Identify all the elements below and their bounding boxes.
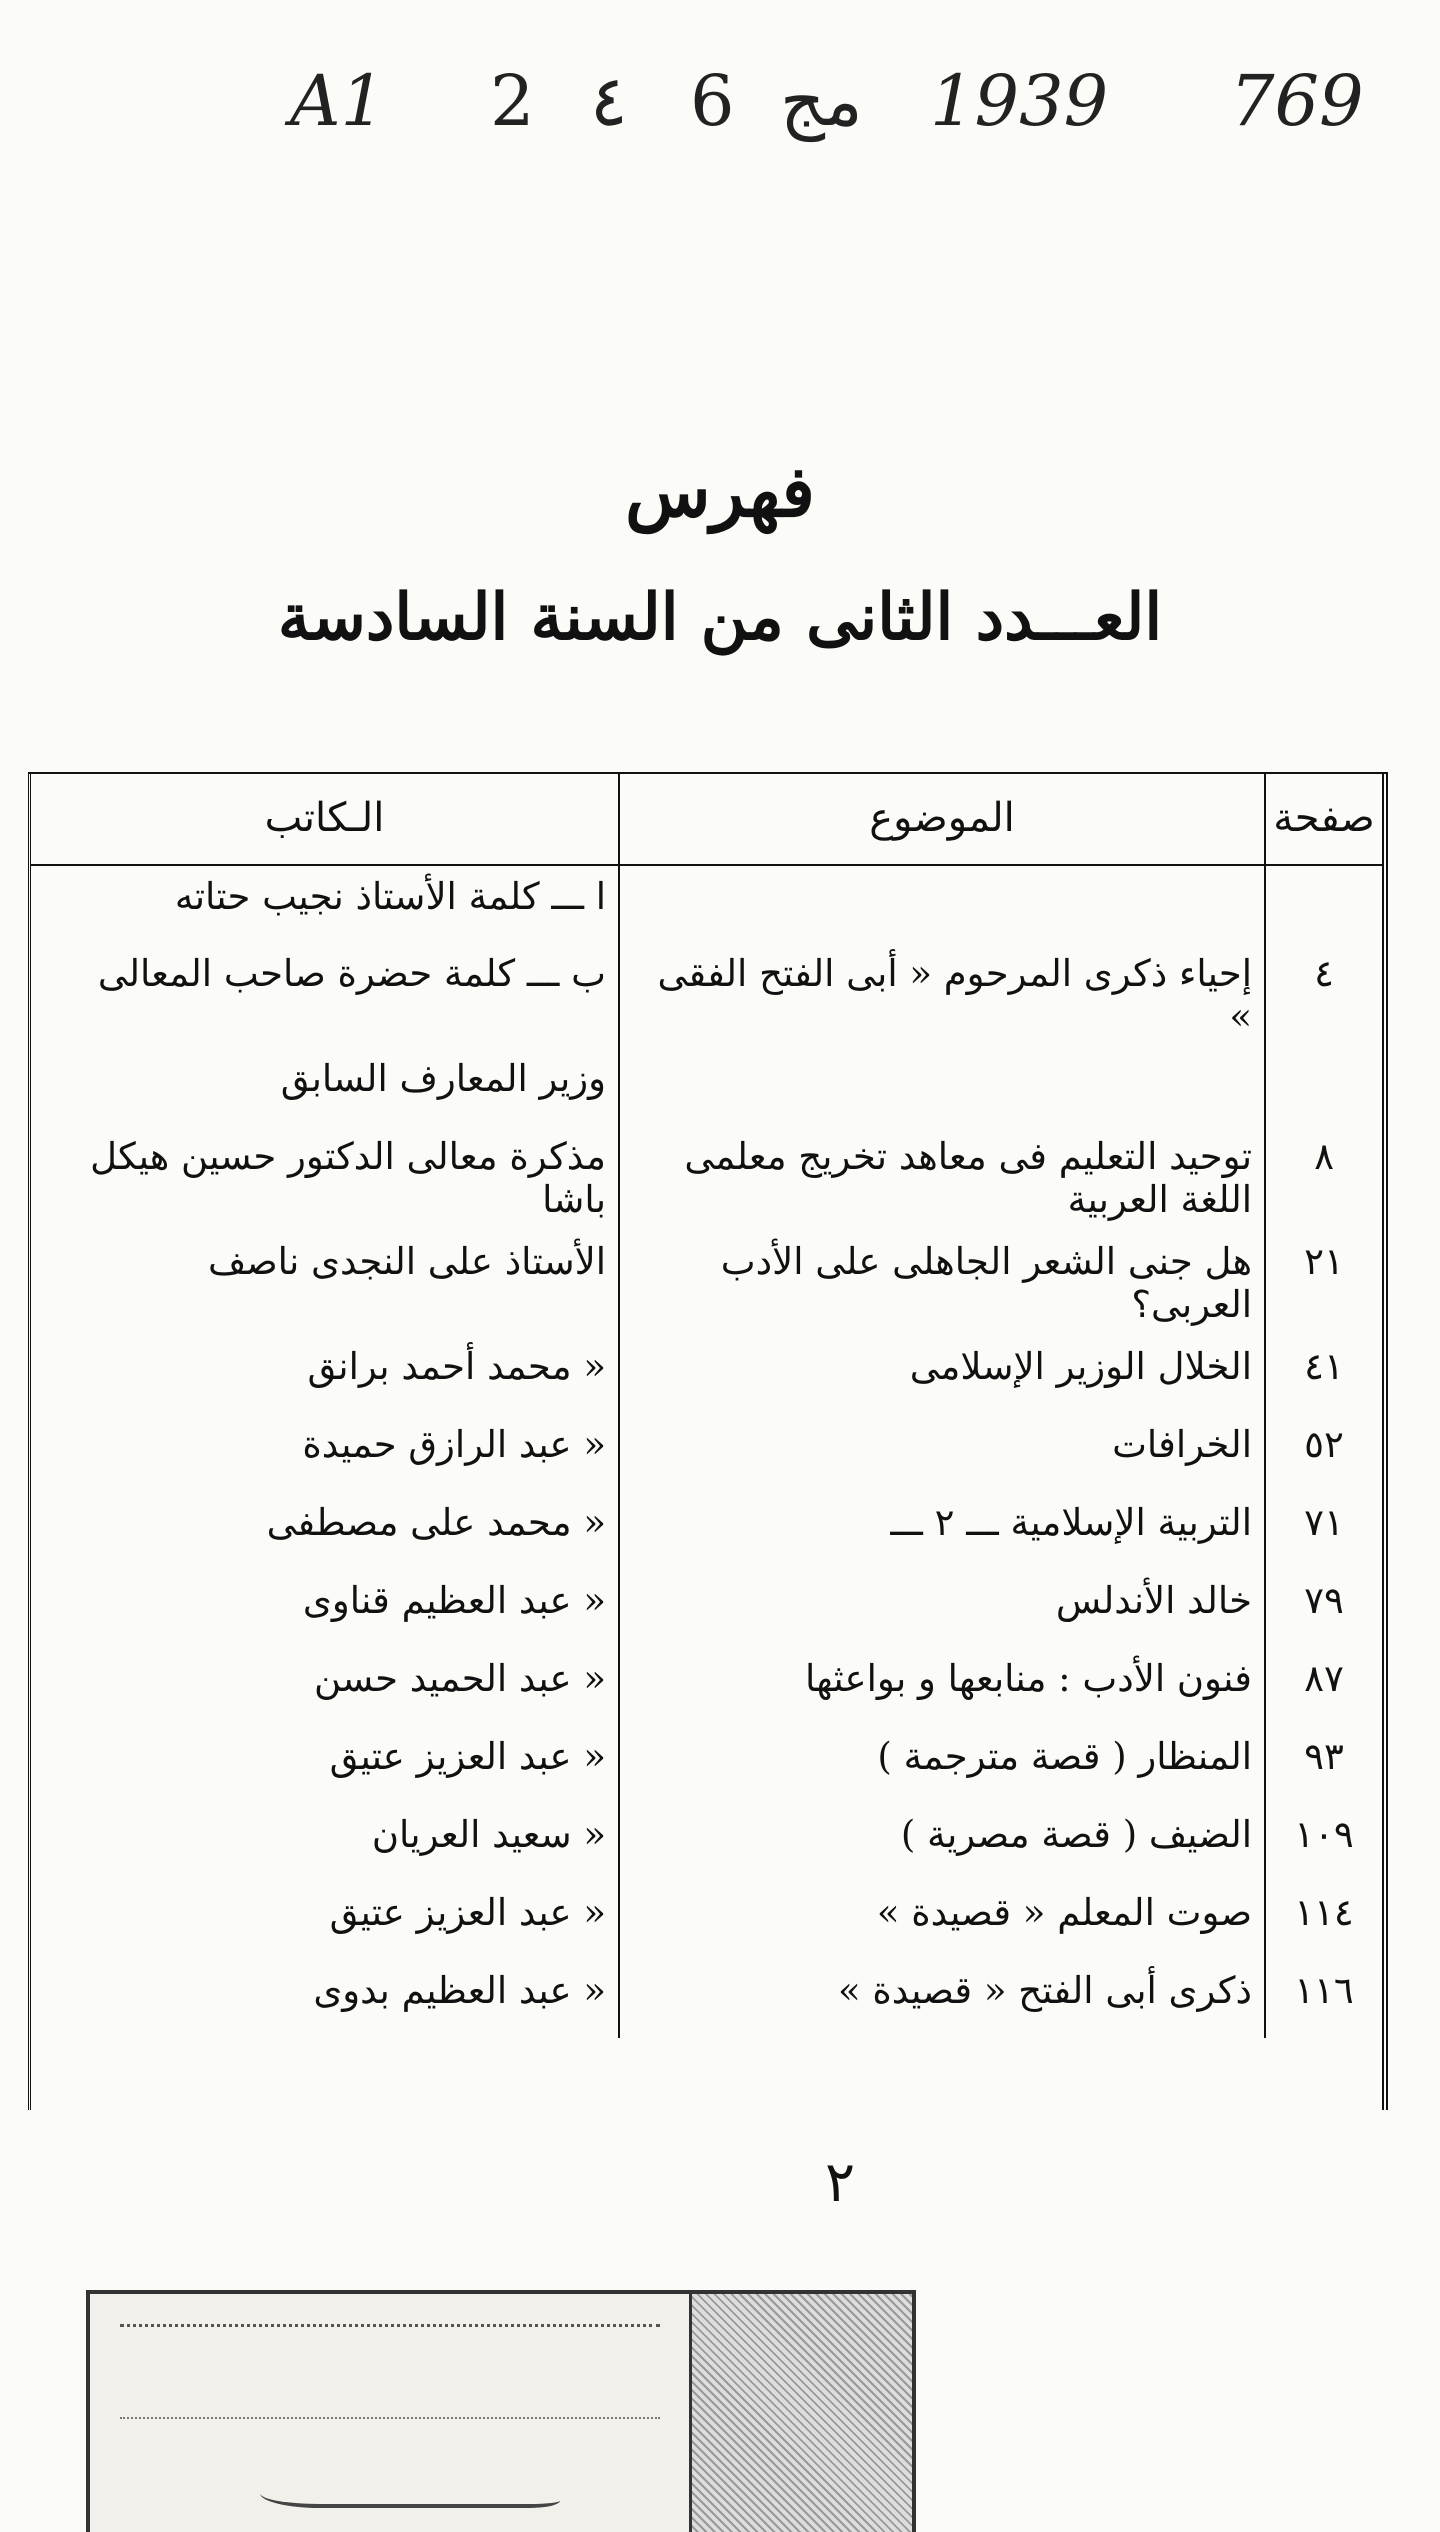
row-topic (619, 865, 1265, 943)
row-page: ٨٧ (1265, 1648, 1382, 1726)
row-author: « محمد أحمد برانق (307, 1345, 606, 1389)
row-page: ٧١ (1265, 1492, 1382, 1570)
row-page (1265, 865, 1382, 943)
closing-mark: ٢ (825, 2150, 856, 2215)
row-topic: هل جنى الشعر الجاهلى على الأدب العربى؟ (619, 1231, 1265, 1336)
table-row (31, 1960, 1382, 2038)
row-topic: الخلال الوزير الإسلامى (619, 1336, 1265, 1414)
table-row (31, 1804, 1382, 1882)
table-row (31, 1570, 1382, 1648)
row-topic: فنون الأدب : منابعها و بواعثها (619, 1648, 1265, 1726)
header-author: الـكاتب (31, 772, 619, 865)
hand-volume: 2 (490, 60, 535, 142)
row-author: « عبد العظيم بدوى (313, 1969, 606, 2013)
hand-code: A1 (290, 60, 386, 142)
table-row (31, 1414, 1382, 1492)
row-page: ٨ (1265, 1126, 1382, 1231)
page-title: فهرس (625, 450, 815, 533)
hand-catalog: 769 (1230, 60, 1364, 142)
row-page: ٤ (1265, 943, 1382, 1048)
row-author: « عبد العظيم قناوى (302, 1579, 606, 1623)
table-row (31, 1048, 1382, 1126)
signature (260, 2434, 560, 2508)
row-page: ٥٢ (1265, 1414, 1382, 1492)
row-author: ا ـــ كلمة الأستاذ نجيب حتاته (174, 875, 606, 918)
contents-table (28, 772, 1388, 2110)
row-topic: ذكرى أبى الفتح « قصيدة » (619, 1960, 1265, 2038)
table-row (31, 1492, 1382, 1570)
row-topic: المنظار ( قصة مترجمة ) (619, 1726, 1265, 1804)
table-row (31, 865, 1382, 943)
hand-issue: ٤ (590, 60, 628, 142)
table-header-row (31, 772, 1382, 865)
row-author: « عبد العزيز عتيق (329, 1735, 606, 1779)
row-page (1265, 1048, 1382, 1126)
table-row (31, 1726, 1382, 1804)
row-page: ٧٩ (1265, 1570, 1382, 1648)
table-row (31, 1648, 1382, 1726)
row-page: ٩٣ (1265, 1726, 1382, 1804)
table-row (31, 1126, 1382, 1231)
table-row (31, 1231, 1382, 1336)
row-topic: التربية الإسلامية ـــ ٢ ـــ (619, 1492, 1265, 1570)
hand-abbr: مج (780, 60, 863, 142)
row-author: « سعيد العريان (371, 1813, 606, 1857)
library-stamp (86, 2290, 916, 2532)
row-topic: خالد الأندلس (619, 1570, 1265, 1648)
page-subtitle: العـــدد الثانى من السنة السادسة (277, 580, 1163, 655)
row-topic: الخرافات (619, 1414, 1265, 1492)
row-author: مذكرة معالى الدكتور حسين هيكل باشا (90, 1135, 606, 1221)
row-page: ٢١ (1265, 1231, 1382, 1336)
row-topic: توحيد التعليم فى معاهد تخريج معلمى اللغة العربية (619, 1126, 1265, 1231)
row-topic: صوت المعلم « قصيدة » (619, 1882, 1265, 1960)
row-topic (619, 1048, 1265, 1126)
row-author: « محمد على مصطفى (266, 1501, 606, 1545)
table-row (31, 1882, 1382, 1960)
row-page: ٤١ (1265, 1336, 1382, 1414)
hand-number: 6 (690, 60, 735, 142)
row-author: وزير المعارف السابق (280, 1057, 606, 1101)
row-author: ب ـــ كلمة حضرة صاحب المعالى (97, 952, 606, 995)
row-author: الأستاذ على النجدى ناصف (207, 1240, 606, 1284)
row-author: « عبد العزيز عتيق (329, 1891, 606, 1935)
stamp-text-lines (120, 2324, 660, 2419)
row-page: ١١٦ (1265, 1960, 1382, 2038)
hand-year: 1939 (930, 60, 1109, 142)
stamp-photo (689, 2294, 912, 2532)
handwritten-catalog-note (290, 40, 1390, 190)
table-row (31, 943, 1382, 1048)
header-topic: الموضوع (619, 772, 1265, 865)
row-topic: الضيف ( قصة مصرية ) (619, 1804, 1265, 1882)
header-page: صفحة (1265, 772, 1382, 865)
row-page: ١٠٩ (1265, 1804, 1382, 1882)
row-topic: إحياء ذكرى المرحوم « أبى الفتح الفقى » (619, 943, 1265, 1048)
row-page: ١١٤ (1265, 1882, 1382, 1960)
row-author: « عبد الرازق حميدة (302, 1423, 606, 1467)
row-author: « عبد الحميد حسن (313, 1657, 606, 1701)
table-row (31, 1336, 1382, 1414)
